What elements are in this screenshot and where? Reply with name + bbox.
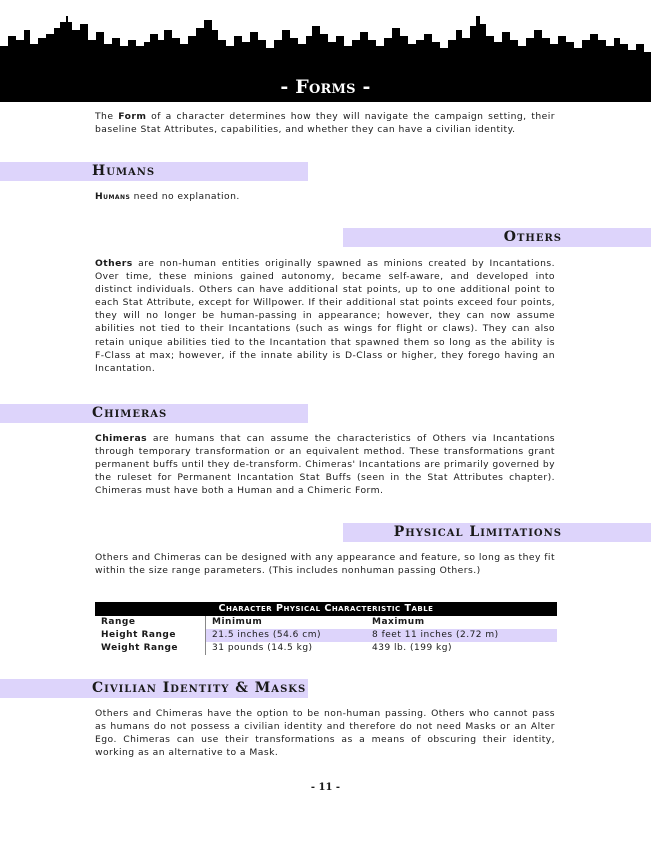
table-cell: 31 pounds (14.5 kg) [206, 642, 367, 655]
civilian-heading-bar [0, 679, 308, 698]
others-heading: Others [503, 229, 562, 245]
humans-text: need no explanation. [130, 191, 240, 202]
intro-text-pre: The [95, 111, 119, 122]
humans-heading-bar [0, 162, 308, 181]
intro-form-term: Form [118, 111, 147, 122]
intro-paragraph [95, 110, 555, 136]
table-cell: 21.5 inches (54.6 cm) [206, 629, 367, 642]
page-number: - 11 - [310, 782, 341, 793]
others-heading-bar [343, 228, 651, 247]
others-paragraph [95, 257, 555, 375]
humans-heading: Humans [92, 163, 156, 179]
table-row [95, 642, 557, 655]
civilian-heading: Civilian Identity & Masks [92, 680, 307, 696]
humans-paragraph [95, 190, 555, 203]
page-title: - Forms - [280, 76, 371, 98]
header-banner [0, 0, 651, 102]
chimeras-paragraph [95, 432, 555, 497]
table-title: Character Physical Characteristic Table [95, 602, 557, 616]
chimeras-heading-bar [0, 404, 308, 423]
table-cell: Weight Range [101, 643, 179, 653]
others-text: are non-human entities originally spawned as minions created by Incantations. Over time, these minions gained autonomy, became self-aware, and developed into distinct individuals. Others can have additional stat points, up to one additional point to each Stat Attribute, except for Willpower. If their additional stat points exceed four points, they will no longer be human-passing in appearance; however, they can now assume abilities not tied to their Incantations (such as wings for flight or claws). They can also retain unique abilities tied to the Incantation that spawned them so long as the ability is F-Class at max; however, if the innate ability is D-Class or higher, they forego having an Incantation. [95, 258, 555, 374]
chimeras-term: Chimeras [95, 433, 148, 444]
others-term: Others [95, 258, 133, 269]
table-header-maximum: Maximum [372, 617, 425, 627]
table-header-range: Range [101, 617, 136, 627]
table-cell: Height Range [101, 630, 176, 640]
physical-characteristic-table [95, 602, 557, 655]
physical-paragraph: Others and Chimeras can be designed with any appearance and feature, so long as they fit within the size range parameters. (This includes nonhuman passing Others.) [95, 552, 555, 577]
physical-heading-bar [343, 523, 651, 542]
humans-term: Humans [95, 191, 131, 202]
civilian-paragraph: Others and Chimeras have the option to be non-human passing. Others who cannot pass as humans do not possess a civilian identity and therefore do not need Masks or an Alter Ego. Chimeras can use their transformations as a means of obscuring their identity, working as an alternative to a Mask. [95, 708, 555, 759]
table-row [95, 629, 557, 642]
table-header-row [95, 616, 557, 629]
intro-text-post: of a character determines how they will navigate the campaign setting, their baseline Stat Attributes, capabilities, and whether they can have a civilian identity. [95, 111, 555, 136]
table-header-minimum: Minimum [206, 616, 367, 629]
table-cell: 439 lb. (199 kg) [372, 643, 452, 653]
chimeras-text: are humans that can assume the characteristics of Others via Incantations through temporary transformation or an equivalent method. These transformations grant permanent buffs until they de-transform. Chimeras' Incantations are primarily governed by the ruleset for Permanent Incantation Stat Buffs (seen in the Stat Attributes chapter). Chimeras must have both a Human and a Chimeric Form. [95, 433, 555, 497]
physical-heading: Physical Limitations [393, 524, 562, 540]
table-cell: 8 feet 11 inches (2.72 m) [366, 629, 557, 642]
chimeras-heading: Chimeras [92, 405, 168, 421]
